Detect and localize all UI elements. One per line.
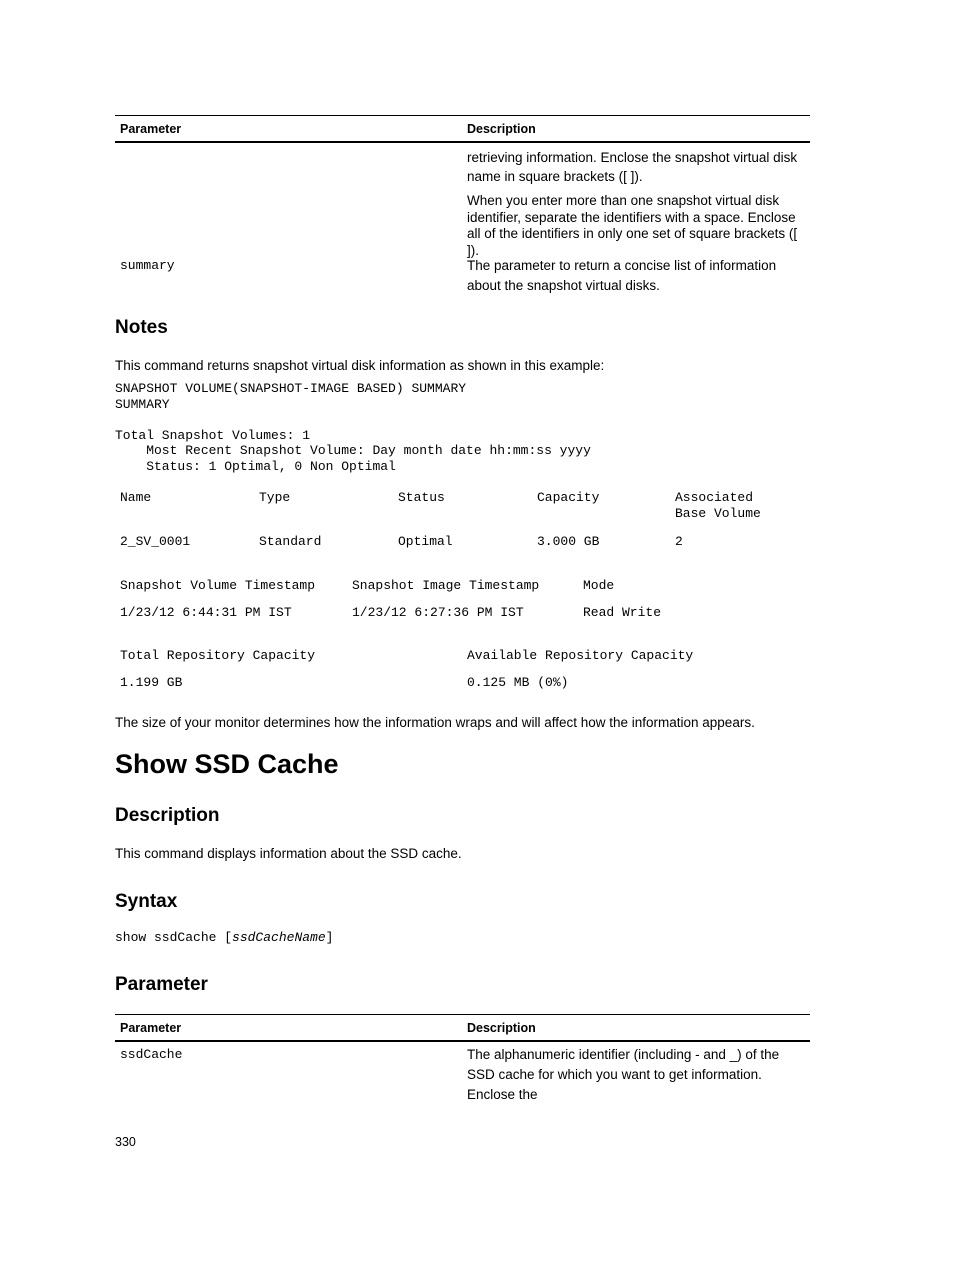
table-header (115, 1014, 810, 1042)
grid-header-associated: Associated Base Volume (675, 490, 761, 521)
row-description (467, 148, 809, 266)
code-example (115, 381, 591, 474)
code-line: SUMMARY (115, 396, 170, 412)
grid-header-type: Type (259, 490, 291, 505)
header-description: Description (467, 122, 536, 136)
description-text: This command displays information about the SSD cache. (115, 846, 462, 861)
code-line: Total Snapshot Volumes: 1 (115, 427, 311, 443)
section-title: Show SSD Cache (115, 749, 339, 779)
grid-header-available-repository-capacity: Available Repository Capacity (467, 648, 694, 663)
table-row (115, 253, 810, 303)
parameter-table-continued (115, 115, 810, 303)
notes-heading: Notes (115, 317, 168, 338)
grid-value-name: 2_SV_0001 (120, 534, 191, 549)
summary-grid-timestamps (0, 578, 954, 623)
notes-footer: The size of your monitor determines how the information wraps and will affect how the information appears. (115, 715, 755, 730)
code-line: Status: 1 Optimal, 0 Non Optimal (115, 458, 396, 474)
table-row (115, 1042, 810, 1102)
syntax-prefix: show ssdCache [ (115, 930, 233, 945)
grid-header-snapshot-image-timestamp: Snapshot Image Timestamp (352, 578, 540, 593)
code-line: SNAPSHOT VOLUME(SNAPSHOT-IMAGE BASED) SUMMARY (115, 381, 467, 396)
grid-value-total-repository-capacity: 1.199 GB (120, 675, 183, 690)
grid-value-snapshot-image-timestamp: 1/23/12 6:27:36 PM IST (352, 605, 524, 620)
code-line (115, 412, 591, 428)
description-paragraph: retrieving information. Enclose the snapshot virtual disk name in square brackets ([ ]). (467, 150, 798, 184)
row-param-ssdcache: ssdCache (120, 1047, 183, 1062)
row-description: The parameter to return a concise list of information about the snapshot virtual disks. (467, 258, 777, 293)
grid-value-snapshot-volume-timestamp: 1/23/12 6:44:31 PM IST (120, 605, 292, 620)
grid-header-total-repository-capacity: Total Repository Capacity (120, 648, 316, 663)
table-header (115, 115, 810, 143)
grid-value-available-repository-capacity: 0.125 MB (0%) (467, 675, 569, 690)
header-parameter: Parameter (120, 1021, 182, 1035)
grid-header-mode: Mode (583, 578, 615, 593)
description-heading: Description (115, 805, 220, 826)
grid-value-capacity: 3.000 GB (537, 534, 600, 549)
row-param-summary: summary (120, 258, 175, 273)
parameter-heading: Parameter (115, 974, 208, 995)
grid-header-capacity: Capacity (537, 490, 600, 505)
grid-header-snapshot-volume-timestamp: Snapshot Volume Timestamp (120, 578, 316, 593)
grid-value-mode: Read Write (583, 605, 662, 620)
notes-intro: This command returns snapshot virtual disk information as shown in this example: (115, 358, 605, 373)
row-description: The alphanumeric identifier (including - and _) of the SSD cache for which you want to get information. Enclose the (467, 1047, 780, 1102)
syntax-heading: Syntax (115, 891, 178, 912)
header-parameter: Parameter (120, 122, 182, 136)
header-description: Description (467, 1021, 536, 1035)
grid-value-associated: 2 (675, 534, 683, 549)
syntax-suffix: ] (325, 930, 334, 945)
syntax-argument: ssdCacheName (232, 930, 326, 945)
summary-grid-repository (0, 648, 954, 693)
grid-value-status: Optimal (398, 534, 453, 549)
grid-value-type: Standard (259, 534, 322, 549)
table-row (115, 143, 810, 258)
description-paragraph: When you enter more than one snapshot virtual disk identifier, separate the identifiers with a space. Enclose all of the identifiers in only one set of square brackets ([ ]). (467, 193, 798, 258)
summary-grid-volumes (0, 490, 954, 560)
syntax-code (115, 930, 333, 946)
parameter-table (115, 1014, 810, 1102)
code-line: Most Recent Snapshot Volume: Day month date hh:mm:ss yyyy (115, 443, 591, 458)
page-number: 330 (115, 1135, 136, 1149)
grid-header-status: Status (398, 490, 445, 505)
grid-header-name: Name (120, 490, 152, 505)
